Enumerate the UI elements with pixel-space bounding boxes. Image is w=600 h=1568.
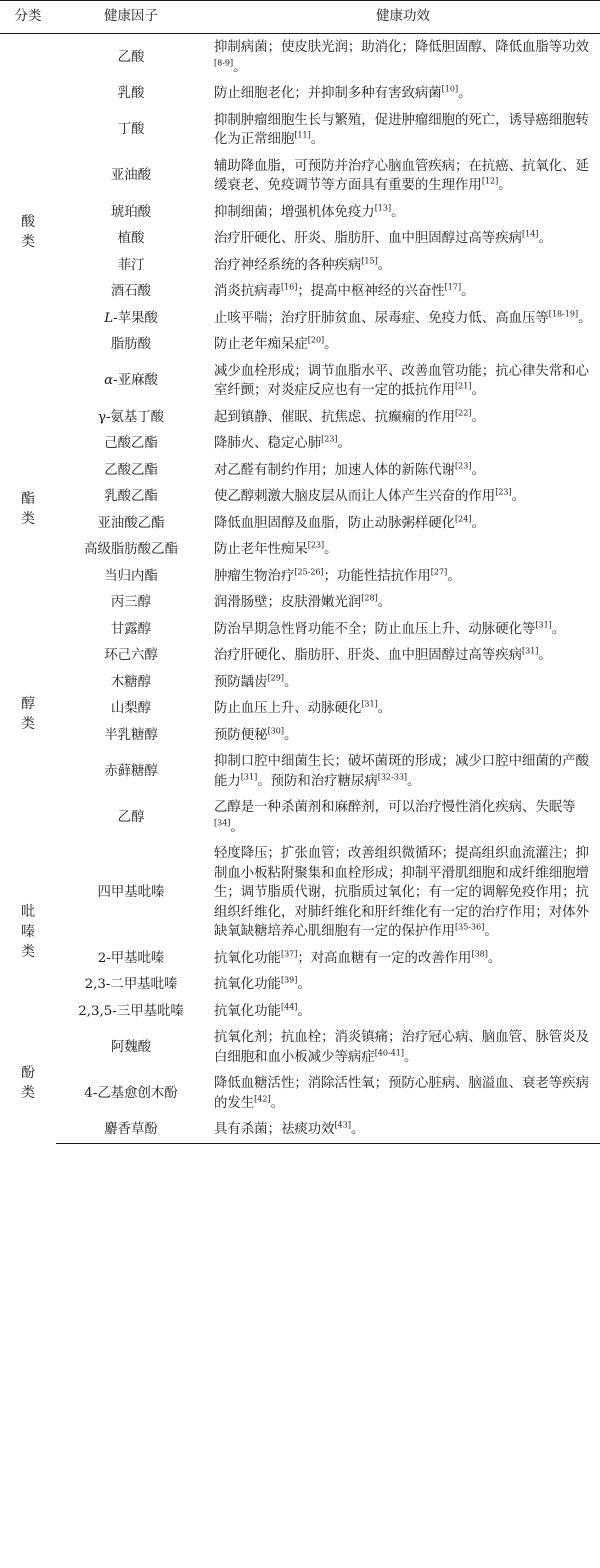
reference-mark: [13] — [374, 203, 392, 213]
factor-cell — [56, 998, 206, 1025]
effect-cell — [206, 669, 600, 696]
table-row — [0, 563, 600, 590]
effect-text: 预防便秘 — [214, 727, 268, 743]
table-row — [0, 840, 600, 945]
reference-mark: [16] — [280, 282, 298, 292]
table-row — [0, 225, 600, 252]
effect-cell — [206, 1024, 600, 1070]
category-label: 酯类 — [21, 491, 35, 528]
factor-name: 丁酸 — [117, 122, 145, 138]
table-row — [0, 998, 600, 1025]
effect-cell — [206, 510, 600, 537]
effect-punct: 。 — [324, 542, 338, 557]
effect-punct: 。 — [337, 436, 351, 451]
reference-mark: [31] — [535, 620, 552, 630]
effect-text: 抗氧化功能 — [214, 977, 281, 992]
effect-cell — [206, 589, 600, 616]
factor-cell — [56, 616, 206, 643]
effect-text: 抑制肿瘤细胞生长与繁殖，促进肿瘤细胞的死亡，诱导癌细胞转化为正常细胞 — [214, 112, 589, 147]
effect-text: 防治早期急性肾功能不全；防止血压上升、动脉硬化等 — [214, 621, 536, 637]
reference-mark: [10] — [441, 84, 459, 94]
factor-name: 赤藓糖醇 — [104, 763, 158, 779]
factor-cell — [56, 457, 206, 484]
category-label: 醇类 — [21, 696, 35, 733]
factor-name: 四甲基吡嗪 — [97, 885, 165, 900]
factor-prefix: α — [104, 373, 114, 389]
table-row — [0, 80, 600, 107]
factor-cell — [56, 404, 206, 431]
table-row — [0, 331, 600, 358]
effect-text: 抗氧化功能 — [214, 1003, 281, 1019]
reference-mark: [39] — [280, 975, 298, 985]
table-row — [0, 510, 600, 537]
reference-mark: [40-41] — [374, 1048, 404, 1058]
table-row — [0, 589, 600, 616]
reference-mark: [43] — [334, 1120, 351, 1130]
factor-cell — [56, 331, 206, 358]
effect-text: 抑制口腔中细菌生长；破坏菌斑的形成；减少口腔中细菌的产酸能力 — [214, 754, 589, 789]
effect-text: ；提高中枢神经的兴奋性 — [297, 284, 445, 299]
factor-cell — [56, 80, 206, 107]
factor-cell — [56, 840, 206, 945]
factor-cell — [56, 695, 206, 722]
effect-text: 对乙醛有制约作用；加速人体的新陈代谢 — [214, 462, 456, 478]
category-label: 吡嗪类 — [21, 903, 35, 960]
factor-cell — [56, 510, 206, 537]
effect-text: 润滑肠壁；皮肤滑嫩光润 — [214, 595, 362, 610]
factor-name: 甘露醇 — [110, 621, 152, 637]
effect-punct: 。 — [461, 284, 475, 299]
effect-punct: 。 — [458, 86, 472, 101]
reference-mark: [24] — [455, 514, 472, 524]
factor-name: 脂肪酸 — [110, 337, 152, 352]
table-row — [0, 252, 600, 279]
effect-text: 防止细胞老化；并抑制多种有害致病菌 — [214, 86, 442, 101]
factor-name: 木糖醇 — [110, 674, 152, 690]
factor-name: 乳酸 — [117, 86, 145, 101]
effect-punct: 。 — [538, 648, 552, 663]
factor-cell — [56, 305, 206, 332]
effect-text: 抑制病菌；使皮肤光润；助消化；降低胆固醇、降低血脂等功效 — [214, 40, 589, 55]
reference-mark: [14] — [521, 229, 539, 239]
reference-mark: [12] — [481, 176, 499, 186]
effect-punct: 。 — [484, 924, 498, 939]
effect-text: 辅助降血脂，可预防并治疗心脑血管疾病；在抗癌、抗氧化、延缓衰老、免疫调节等方面具有重要的生理作用 — [214, 158, 589, 193]
reference-mark: [44] — [280, 1002, 298, 1012]
reference-mark: [17] — [444, 282, 462, 292]
table-row — [0, 1024, 600, 1070]
effect-punct: 。 — [283, 674, 298, 690]
table-row — [0, 695, 600, 722]
factor-cell — [56, 1116, 206, 1143]
effect-cell — [206, 642, 600, 669]
factor-name: 2,3-二甲基吡嗪 — [84, 977, 178, 992]
effect-cell — [206, 945, 600, 972]
factor-name: 丙三醇 — [110, 595, 152, 610]
reference-mark: [37] — [280, 949, 298, 959]
factor-name: 高级脂肪酸乙酯 — [84, 542, 178, 557]
factor-cell — [56, 536, 206, 563]
effect-text: 起到镇静、催眠、抗焦虑、抗癫痫的作用 — [214, 409, 456, 425]
effect-punct: 。 — [447, 568, 461, 584]
table-row — [0, 1116, 600, 1143]
factor-name: 乳酸乙酯 — [104, 489, 158, 504]
table-row — [0, 278, 600, 305]
factor-name: 乙酸 — [117, 49, 145, 65]
factor-cell — [56, 1070, 206, 1116]
reference-mark: [23] — [321, 434, 338, 444]
table-row — [0, 34, 600, 81]
reference-mark: [23] — [495, 487, 512, 497]
effect-text: 具有杀菌；祛痰功效 — [214, 1122, 335, 1137]
factor-name: 当归内酯 — [104, 568, 158, 584]
reference-mark: [21] — [455, 381, 472, 391]
table-row — [0, 430, 600, 457]
effect-cell — [206, 107, 600, 153]
effect-cell — [206, 1070, 600, 1116]
header-factor: 健康因子 — [56, 1, 206, 34]
factor-cell — [56, 153, 206, 199]
effect-text: 肿瘤生物治疗 — [214, 568, 295, 584]
table-row — [0, 404, 600, 431]
effect-text: 。预防和治疗糖尿病 — [257, 773, 378, 789]
effect-punct: 。 — [377, 701, 392, 716]
effect-cell — [206, 794, 600, 840]
reference-mark: [22] — [455, 408, 472, 418]
effect-punct: 。 — [511, 489, 526, 504]
effect-cell — [206, 404, 600, 431]
effect-punct: 。 — [310, 132, 325, 147]
effect-text: 减少血栓形成；调节血脂水平、改善血管功能；抗心律失常和心室纤颤；对炎症反应也有一定的抵抗作用 — [214, 363, 589, 398]
effect-text: 消炎抗病毒 — [214, 284, 281, 299]
factor-name: 乙酸乙酯 — [104, 462, 158, 478]
effect-punct: 。 — [297, 1003, 311, 1019]
category-cell — [0, 34, 56, 431]
effect-punct: 。 — [230, 819, 244, 835]
effect-text: 乙醇是一种杀菌剂和麻醉剂，可以治疗慢性消化疾病、失眠等 — [214, 800, 576, 815]
reference-mark: [31] — [521, 646, 539, 656]
effect-cell — [206, 34, 600, 81]
table-row — [0, 457, 600, 484]
factor-name: 菲汀 — [117, 257, 145, 273]
factor-cell — [56, 642, 206, 669]
effect-punct: 。 — [404, 1049, 418, 1065]
factor-prefix: L — [104, 310, 114, 326]
factor-name: 山梨醇 — [110, 701, 152, 716]
factor-cell — [56, 748, 206, 794]
reference-mark: [23] — [307, 540, 325, 550]
table-row — [0, 945, 600, 972]
reference-mark: [25-26] — [294, 567, 324, 577]
effect-text: 治疗肝硬化、脂肪肝、肝炎、血中胆固醇过高等疾病 — [214, 648, 522, 663]
effect-cell — [206, 616, 600, 643]
effect-cell — [206, 305, 600, 332]
effect-punct: 。 — [487, 950, 502, 966]
factor-cell — [56, 1024, 206, 1070]
effect-text: 治疗肝硬化、肝炎、脂肪肝、血中胆固醇过高等疾病 — [214, 231, 522, 246]
effect-text: ；对高血糖有一定的改善作用 — [297, 950, 472, 966]
effect-text: 止咳平喘；治疗肝肺贫血、尿毒症、免疫力低、高血压等 — [214, 310, 549, 326]
category-cell — [0, 589, 56, 840]
effect-cell — [206, 1116, 600, 1143]
effect-punct: 。 — [498, 178, 512, 193]
table-row — [0, 616, 600, 643]
effect-cell — [206, 971, 600, 998]
header-row — [0, 1, 600, 34]
effect-cell — [206, 748, 600, 794]
header-category: 分类 — [0, 1, 56, 34]
effect-cell — [206, 722, 600, 749]
reference-mark: [38] — [471, 949, 488, 959]
reference-mark: [35-36] — [455, 922, 485, 932]
effect-cell — [206, 278, 600, 305]
effect-punct: 。 — [538, 231, 552, 246]
effect-text: 降低血糖活性；消除活性氧；预防心脏病、脑溢血、衰老等疾病的发生 — [214, 1076, 589, 1111]
table-row — [0, 199, 600, 226]
effect-punct: 。 — [471, 462, 485, 478]
effect-cell — [206, 483, 600, 510]
table-row — [0, 153, 600, 199]
factor-name: 酒石酸 — [110, 284, 152, 299]
effect-cell — [206, 153, 600, 199]
effect-punct: 。 — [377, 257, 392, 273]
reference-mark: [29] — [267, 673, 284, 683]
reference-mark: [23] — [455, 461, 472, 471]
factor-name: -亚麻酸 — [113, 373, 158, 389]
factor-name: 2,3,5-三甲基吡嗪 — [78, 1003, 184, 1019]
reference-mark: [30] — [267, 726, 284, 736]
effect-text: 治疗神经系统的各种疾病 — [214, 257, 362, 273]
table-row — [0, 794, 600, 840]
factor-cell — [56, 669, 206, 696]
factor-name: 琥珀酸 — [110, 204, 152, 220]
effect-cell — [206, 252, 600, 279]
factor-name: 半乳糖醇 — [104, 727, 158, 743]
effect-cell — [206, 536, 600, 563]
table-row — [0, 536, 600, 563]
effect-cell — [206, 998, 600, 1025]
factor-cell — [56, 199, 206, 226]
effect-cell — [206, 430, 600, 457]
effect-text: 降低血胆固醇及血脂，防止动脉粥样硬化 — [214, 515, 456, 531]
effect-text: 轻度降压；扩张血管；改善组织微循环；提高组织血流灌注；抑制血小板粘附聚集和血栓形成；抑制平滑肌细胞和成纤维细胞增生；调节脂质代谢，抗脂质过氧化；有一定的调解免疫作用；抗组织纤维化，对肺纤维化和肝纤维化有一定的治疗作用；对体外缺氧缺糖培养心肌细胞有一定的保护作用 — [214, 846, 589, 939]
factor-cell — [56, 34, 206, 81]
table-body — [0, 34, 600, 1144]
reference-mark: [28] — [361, 593, 378, 603]
effect-punct: 。 — [578, 310, 592, 326]
effect-punct: 。 — [350, 1122, 365, 1137]
factor-cell — [56, 971, 206, 998]
effect-cell — [206, 199, 600, 226]
factor-cell — [56, 483, 206, 510]
factor-name: 2-甲基吡嗪 — [97, 950, 165, 966]
factor-cell — [56, 794, 206, 840]
category-label: 酚类 — [21, 1065, 35, 1102]
effect-cell — [206, 358, 600, 404]
reference-mark: [15] — [361, 256, 378, 266]
effect-cell — [206, 80, 600, 107]
effect-punct: 。 — [270, 1095, 284, 1111]
reference-mark: [34] — [214, 818, 231, 828]
reference-mark: [42] — [254, 1094, 271, 1104]
effect-cell — [206, 331, 600, 358]
factor-name: 阿魏酸 — [110, 1039, 152, 1055]
table-row — [0, 722, 600, 749]
effect-text: ；功能性拮抗作用 — [323, 568, 431, 584]
reference-mark: [32-33] — [377, 772, 408, 782]
factor-name: 亚油酸乙酯 — [97, 515, 165, 531]
effect-cell — [206, 695, 600, 722]
factor-name: 4-乙基愈创木酚 — [84, 1085, 178, 1101]
effect-cell — [206, 840, 600, 945]
category-cell — [0, 1024, 56, 1143]
effect-cell — [206, 457, 600, 484]
effect-text: 抗氧化功能 — [214, 950, 281, 966]
effect-text: 防止血压上升、动脉硬化 — [214, 701, 362, 716]
effect-punct: 。 — [377, 595, 392, 610]
factor-name: 植酸 — [117, 231, 145, 246]
header-effect: 健康功效 — [206, 1, 600, 34]
factor-cell — [56, 225, 206, 252]
category-cell — [0, 840, 56, 1024]
effect-text: 防止老年性痴呆 — [214, 542, 308, 557]
table-header — [0, 1, 600, 34]
factor-name: γ-氨基丁酸 — [97, 409, 165, 425]
factor-cell — [56, 278, 206, 305]
effect-text: 防止老年痴呆症 — [214, 337, 308, 352]
factor-cell — [56, 722, 206, 749]
table-row — [0, 107, 600, 153]
reference-mark: [8-9] — [214, 58, 234, 68]
factor-name: 己酸乙酯 — [104, 436, 158, 451]
table-row — [0, 642, 600, 669]
reference-mark: [18-19] — [548, 309, 579, 319]
effect-cell — [206, 563, 600, 590]
factor-name: 麝香草酚 — [104, 1122, 158, 1137]
effect-punct: 。 — [297, 977, 311, 992]
factor-cell — [56, 252, 206, 279]
effect-text: 抑制细菌；增强机体免疫力 — [214, 204, 375, 220]
factor-cell — [56, 945, 206, 972]
table-row — [0, 483, 600, 510]
reference-mark: [11] — [294, 130, 311, 140]
factor-name: 环己六醇 — [104, 648, 158, 663]
factor-cell — [56, 563, 206, 590]
factor-name: -苹果酸 — [113, 310, 158, 326]
table-row — [0, 669, 600, 696]
effect-cell — [206, 225, 600, 252]
factor-cell — [56, 589, 206, 616]
factor-cell — [56, 107, 206, 153]
effect-punct: 。 — [391, 204, 405, 220]
effect-punct: 。 — [233, 59, 247, 75]
table-row — [0, 971, 600, 998]
effect-punct: 。 — [551, 621, 566, 637]
table-row — [0, 305, 600, 332]
effect-text: 使乙醇刺激大脑皮层从而让人体产生兴奋的作用 — [214, 489, 496, 504]
effect-text: 降肺火、稳定心肺 — [214, 436, 322, 451]
effect-punct: 。 — [471, 383, 485, 398]
effect-punct: 。 — [283, 727, 298, 743]
reference-mark: [20] — [307, 335, 325, 345]
table-row — [0, 358, 600, 404]
table-row — [0, 1070, 600, 1116]
category-cell — [0, 430, 56, 589]
reference-mark: [31] — [361, 699, 378, 709]
reference-mark: [31] — [240, 772, 258, 782]
effect-punct: 。 — [324, 337, 338, 352]
factor-cell — [56, 430, 206, 457]
effect-punct: 。 — [471, 515, 485, 531]
effect-text: 预防龋齿 — [214, 674, 268, 690]
factor-name: 亚油酸 — [110, 168, 152, 184]
effect-punct: 。 — [407, 773, 421, 789]
effect-text: 抗氧化剂；抗血栓；消炎镇痛；治疗冠心病、脑血管、脉管炎及白细胞和血小板减少等病症 — [214, 1030, 589, 1065]
effect-punct: 。 — [471, 409, 485, 425]
factor-name: 乙醇 — [117, 809, 145, 825]
category-label: 酸类 — [21, 213, 35, 250]
table-row — [0, 748, 600, 794]
reference-mark: [27] — [430, 567, 448, 577]
factor-cell — [56, 358, 206, 404]
